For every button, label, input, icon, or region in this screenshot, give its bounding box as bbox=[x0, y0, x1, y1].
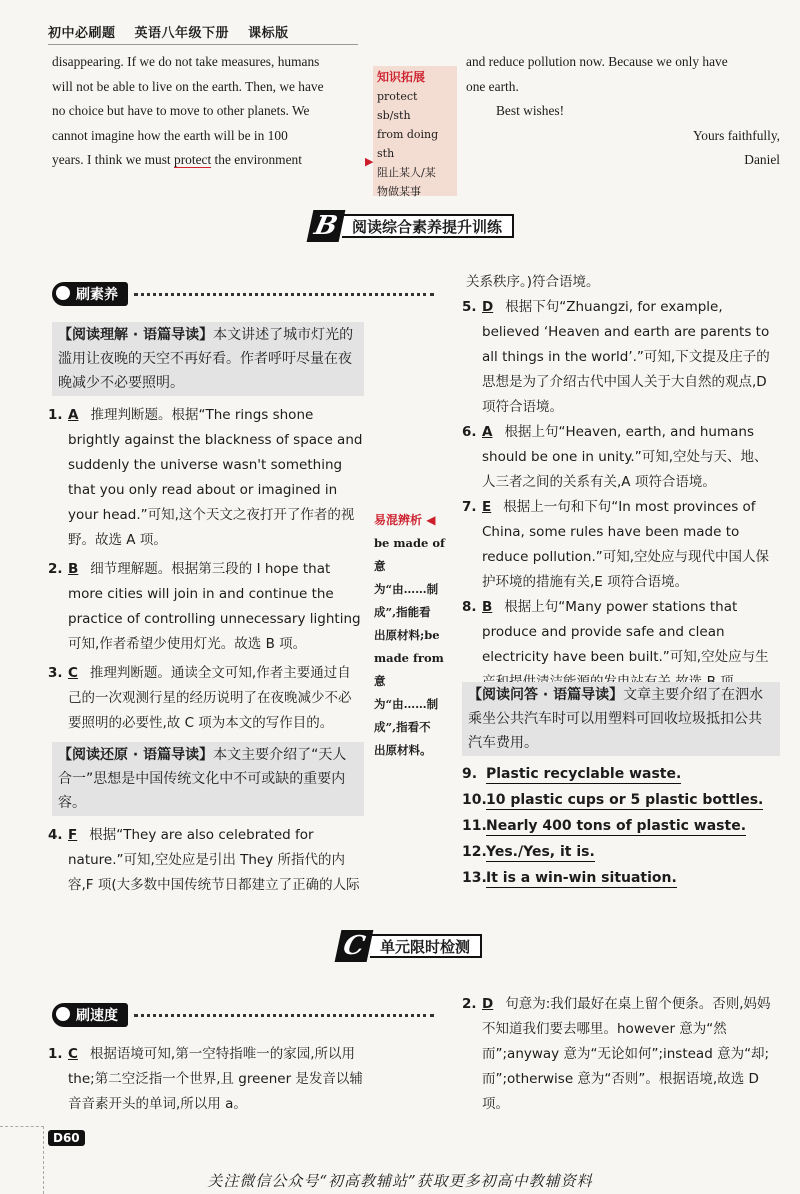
q-number: 8. bbox=[462, 599, 477, 615]
knowledge-note bbox=[373, 66, 457, 196]
answer-number: 9. bbox=[462, 766, 478, 782]
continued-text: 关系秩序。)符合语境。 bbox=[466, 274, 600, 290]
letter-right-column bbox=[466, 50, 780, 173]
running-header bbox=[48, 22, 358, 45]
right-answers bbox=[462, 270, 780, 695]
q-number: 2. bbox=[462, 996, 477, 1012]
answer-value: Yes./Yes, it is. bbox=[486, 844, 595, 860]
section-title: 单元限时检测 bbox=[370, 934, 482, 958]
arrow-icon: ◀ bbox=[426, 513, 436, 527]
q-answer: D bbox=[482, 299, 494, 315]
q-number: 7. bbox=[462, 499, 477, 515]
note-title-text: 易混辨析 bbox=[374, 513, 423, 527]
q-answer: B bbox=[482, 599, 493, 615]
section-letter: B bbox=[307, 210, 346, 242]
answer-item bbox=[48, 823, 364, 898]
note-line: made from 意 bbox=[374, 651, 444, 688]
guide-tag: 【阅读理解 · 语篇导读】 bbox=[58, 327, 214, 343]
q-answer: A bbox=[68, 407, 79, 423]
section-letter: C bbox=[335, 930, 374, 962]
letter-text: years. I think we must bbox=[52, 152, 171, 167]
q-answer: F bbox=[68, 827, 78, 843]
answer-number: 11. bbox=[462, 818, 487, 834]
short-answer bbox=[462, 870, 677, 886]
answer-number: 12. bbox=[462, 844, 487, 860]
q-number: 4. bbox=[48, 827, 63, 843]
letter-line: cannot imagine how the earth will be in 100 bbox=[52, 127, 288, 143]
note-line: be made of 意 bbox=[374, 536, 445, 573]
note-line: 阻止某人/某 bbox=[377, 166, 436, 179]
q-answer: C bbox=[68, 1046, 78, 1062]
letter-text: the environment bbox=[214, 152, 302, 167]
badge-shuasudu bbox=[52, 1003, 434, 1027]
q-number: 1. bbox=[48, 407, 63, 423]
note-line: protect sb/sth bbox=[377, 90, 418, 122]
answer-item bbox=[48, 661, 364, 736]
q-explanation: 推理判断题。根据“The rings shone brightly against the blackness of space and suddenly the universe wasn't something that you only read about or imagined in your head.”可知,这个天文之夜打开了作者的视野。故选 A 项。 bbox=[68, 407, 363, 548]
reading-guide bbox=[52, 742, 364, 816]
answer-item bbox=[48, 403, 364, 553]
note-line: 成”,指看不 bbox=[374, 720, 431, 734]
footer-note: 关注微信公众号“初高教辅站”获取更多初高中教辅资料 bbox=[207, 1172, 593, 1190]
q-explanation: 根据语境可知,第一空特指唯一的家园,所以用 the;第二空泛指一个世界,且 greener 是发音以辅音音素开头的单词,所以用 a。 bbox=[68, 1046, 363, 1112]
q-explanation: 根据“They are also celebrated for nature.”可知,空处应是引出 They 所指代的内容,F 项(大多数中国传统节日都建立了正确的人际 bbox=[68, 827, 360, 893]
answer-item bbox=[462, 295, 780, 420]
q-number: 3. bbox=[48, 665, 63, 681]
q-answer: B bbox=[68, 561, 79, 577]
note-line: 出原材料;be bbox=[374, 628, 440, 642]
q-number: 1. bbox=[48, 1046, 63, 1062]
q-explanation: 句意为:我们最好在桌上留个便条。否则,妈妈不知道我们要去哪里。however 意为“然而”;anyway 意为“无论如何”;instead 意为“却;而”;otherwise 意为“否则”。根据语境,故选 D 项。 bbox=[482, 996, 771, 1112]
section-c-right bbox=[462, 992, 780, 1117]
section-c-left bbox=[48, 1042, 364, 1117]
q-explanation: 推理判断题。通读全文可知,作者主要通过自己的一次观测行星的经历说明了在夜晚减少不必要照明的必要性,故 C 项为本文的写作目的。 bbox=[68, 665, 352, 731]
q-explanation: 根据上句“Heaven, earth, and humans should be one in unity.”可知,空处与天、地、人三者之间的关系有关,A 项符合语境。 bbox=[482, 424, 768, 490]
dotted-divider bbox=[134, 293, 434, 296]
q-explanation: 根据上句“Many power stations that produce and provide safe and clean electricity have been built.”可知,空处应与生 bbox=[482, 599, 769, 665]
series-name: 初中必刷题 bbox=[48, 26, 116, 41]
q-number: 6. bbox=[462, 424, 477, 440]
answer-item bbox=[48, 557, 364, 657]
page-number: D60 bbox=[48, 1130, 85, 1146]
note-title: 知识拓展 bbox=[377, 70, 426, 84]
underlined-word: protect bbox=[174, 152, 212, 167]
answer-value: Plastic recyclable waste. bbox=[486, 766, 682, 782]
short-answer bbox=[462, 766, 681, 782]
guide-tag: 【阅读还原 · 语篇导读】 bbox=[58, 747, 214, 763]
section-title: 阅读综合素养提升训练 bbox=[342, 214, 514, 238]
letter-line: disappearing. If we do not take measures, humans bbox=[52, 54, 320, 69]
answer-value: Nearly 400 tons of plastic waste. bbox=[486, 818, 747, 834]
letter-line: and reduce pollution now. Because we only have bbox=[466, 54, 728, 69]
badge-shuasuyang bbox=[52, 282, 434, 306]
letter-signer: Daniel bbox=[744, 152, 780, 167]
section-b-heading bbox=[310, 213, 514, 239]
edition-name: 课标版 bbox=[248, 26, 289, 41]
left-answers bbox=[48, 403, 364, 736]
letter-line bbox=[52, 148, 364, 173]
guide-tag: 【阅读问答 · 语篇导读】 bbox=[468, 687, 624, 703]
reading-guide bbox=[52, 322, 364, 396]
letter-line: one earth. bbox=[466, 78, 519, 94]
note-line: 成”,指能看 bbox=[374, 605, 431, 619]
note-line: 为“由……制 bbox=[374, 582, 439, 596]
q-answer: D bbox=[482, 996, 494, 1012]
answer-number: 10. bbox=[462, 792, 487, 808]
guide-text: 文章主要介绍了在泗水乘坐公共汽车时可以用塑料可回收垃圾抵扣公共汽车费用。 bbox=[468, 687, 764, 751]
note-title bbox=[374, 509, 456, 532]
answer-value: It is a win-win situation. bbox=[486, 870, 677, 886]
left-answers-2 bbox=[48, 823, 364, 898]
letter-line: no choice but have to move to other planets. We bbox=[52, 103, 310, 118]
q-number: 5. bbox=[462, 299, 477, 315]
q-answer: A bbox=[482, 424, 493, 440]
q-explanation: 细节理解题。根据第三段的 I hope that more cities will join in and continue the practice of controlling unnecessary lighting 可知,作者希望少使用灯光。故选 B 项。 bbox=[68, 561, 361, 652]
q-explanation: 根据上一句和下句“In most provinces of China, some rules have been made to reduce pollution.”可知,空处应与现代中国人保护环境的措施有关,E 项符合语境。 bbox=[482, 499, 770, 590]
q-number: 2. bbox=[48, 561, 63, 577]
guide-text: 本文主要介绍了“天人合一”思想是中国传统文化中不可或缺的重要内容。 bbox=[58, 747, 347, 811]
answer-number: 13. bbox=[462, 870, 487, 886]
q-explanation: 根据下句“Zhuangzi, for example, believed ‘Heaven and earth are parents to all things in the world’.”可知,下文提及庄子的思想是为了介绍古代中国人关于大自然的观点,D 项符合语境。 bbox=[482, 299, 770, 415]
letter-closing: Yours faithfully, bbox=[692, 127, 780, 143]
q-answer: C bbox=[68, 665, 78, 681]
letter-left-column bbox=[52, 50, 364, 173]
guide-text: 本文讲述了城市灯光的滥用让夜晚的天空不再好看。作者呼吁尽量在夜晚减少不必要照明。 bbox=[58, 327, 354, 391]
reading-guide bbox=[462, 682, 780, 756]
answer-item bbox=[462, 420, 780, 495]
short-answer bbox=[462, 844, 595, 860]
dotted-divider bbox=[134, 1014, 434, 1017]
answer-item bbox=[462, 992, 780, 1117]
answer-item bbox=[48, 1042, 364, 1117]
letter-line: will not be able to live on the earth. Then, we have bbox=[52, 78, 324, 94]
badge-label: 刷速度 bbox=[52, 1003, 128, 1027]
note-line: 物做某事 bbox=[377, 185, 421, 198]
note-line: from doing sth bbox=[377, 128, 439, 160]
q-answer: E bbox=[482, 499, 492, 515]
book-name: 英语八年级下册 bbox=[134, 26, 230, 41]
answer-item bbox=[462, 595, 780, 695]
arrow-icon: ▶ bbox=[365, 155, 374, 168]
note-line: 为“由……制 bbox=[374, 697, 439, 711]
short-answer bbox=[462, 818, 746, 834]
confusion-note bbox=[374, 509, 456, 762]
badge-label: 刷素养 bbox=[52, 282, 128, 306]
short-answer bbox=[462, 792, 763, 808]
section-c-heading bbox=[338, 933, 482, 959]
answer-item bbox=[462, 495, 780, 595]
answer-value: 10 plastic cups or 5 plastic bottles. bbox=[486, 792, 764, 808]
note-line: 出原材料。 bbox=[374, 743, 432, 757]
letter-wishes: Best wishes! bbox=[496, 103, 565, 118]
